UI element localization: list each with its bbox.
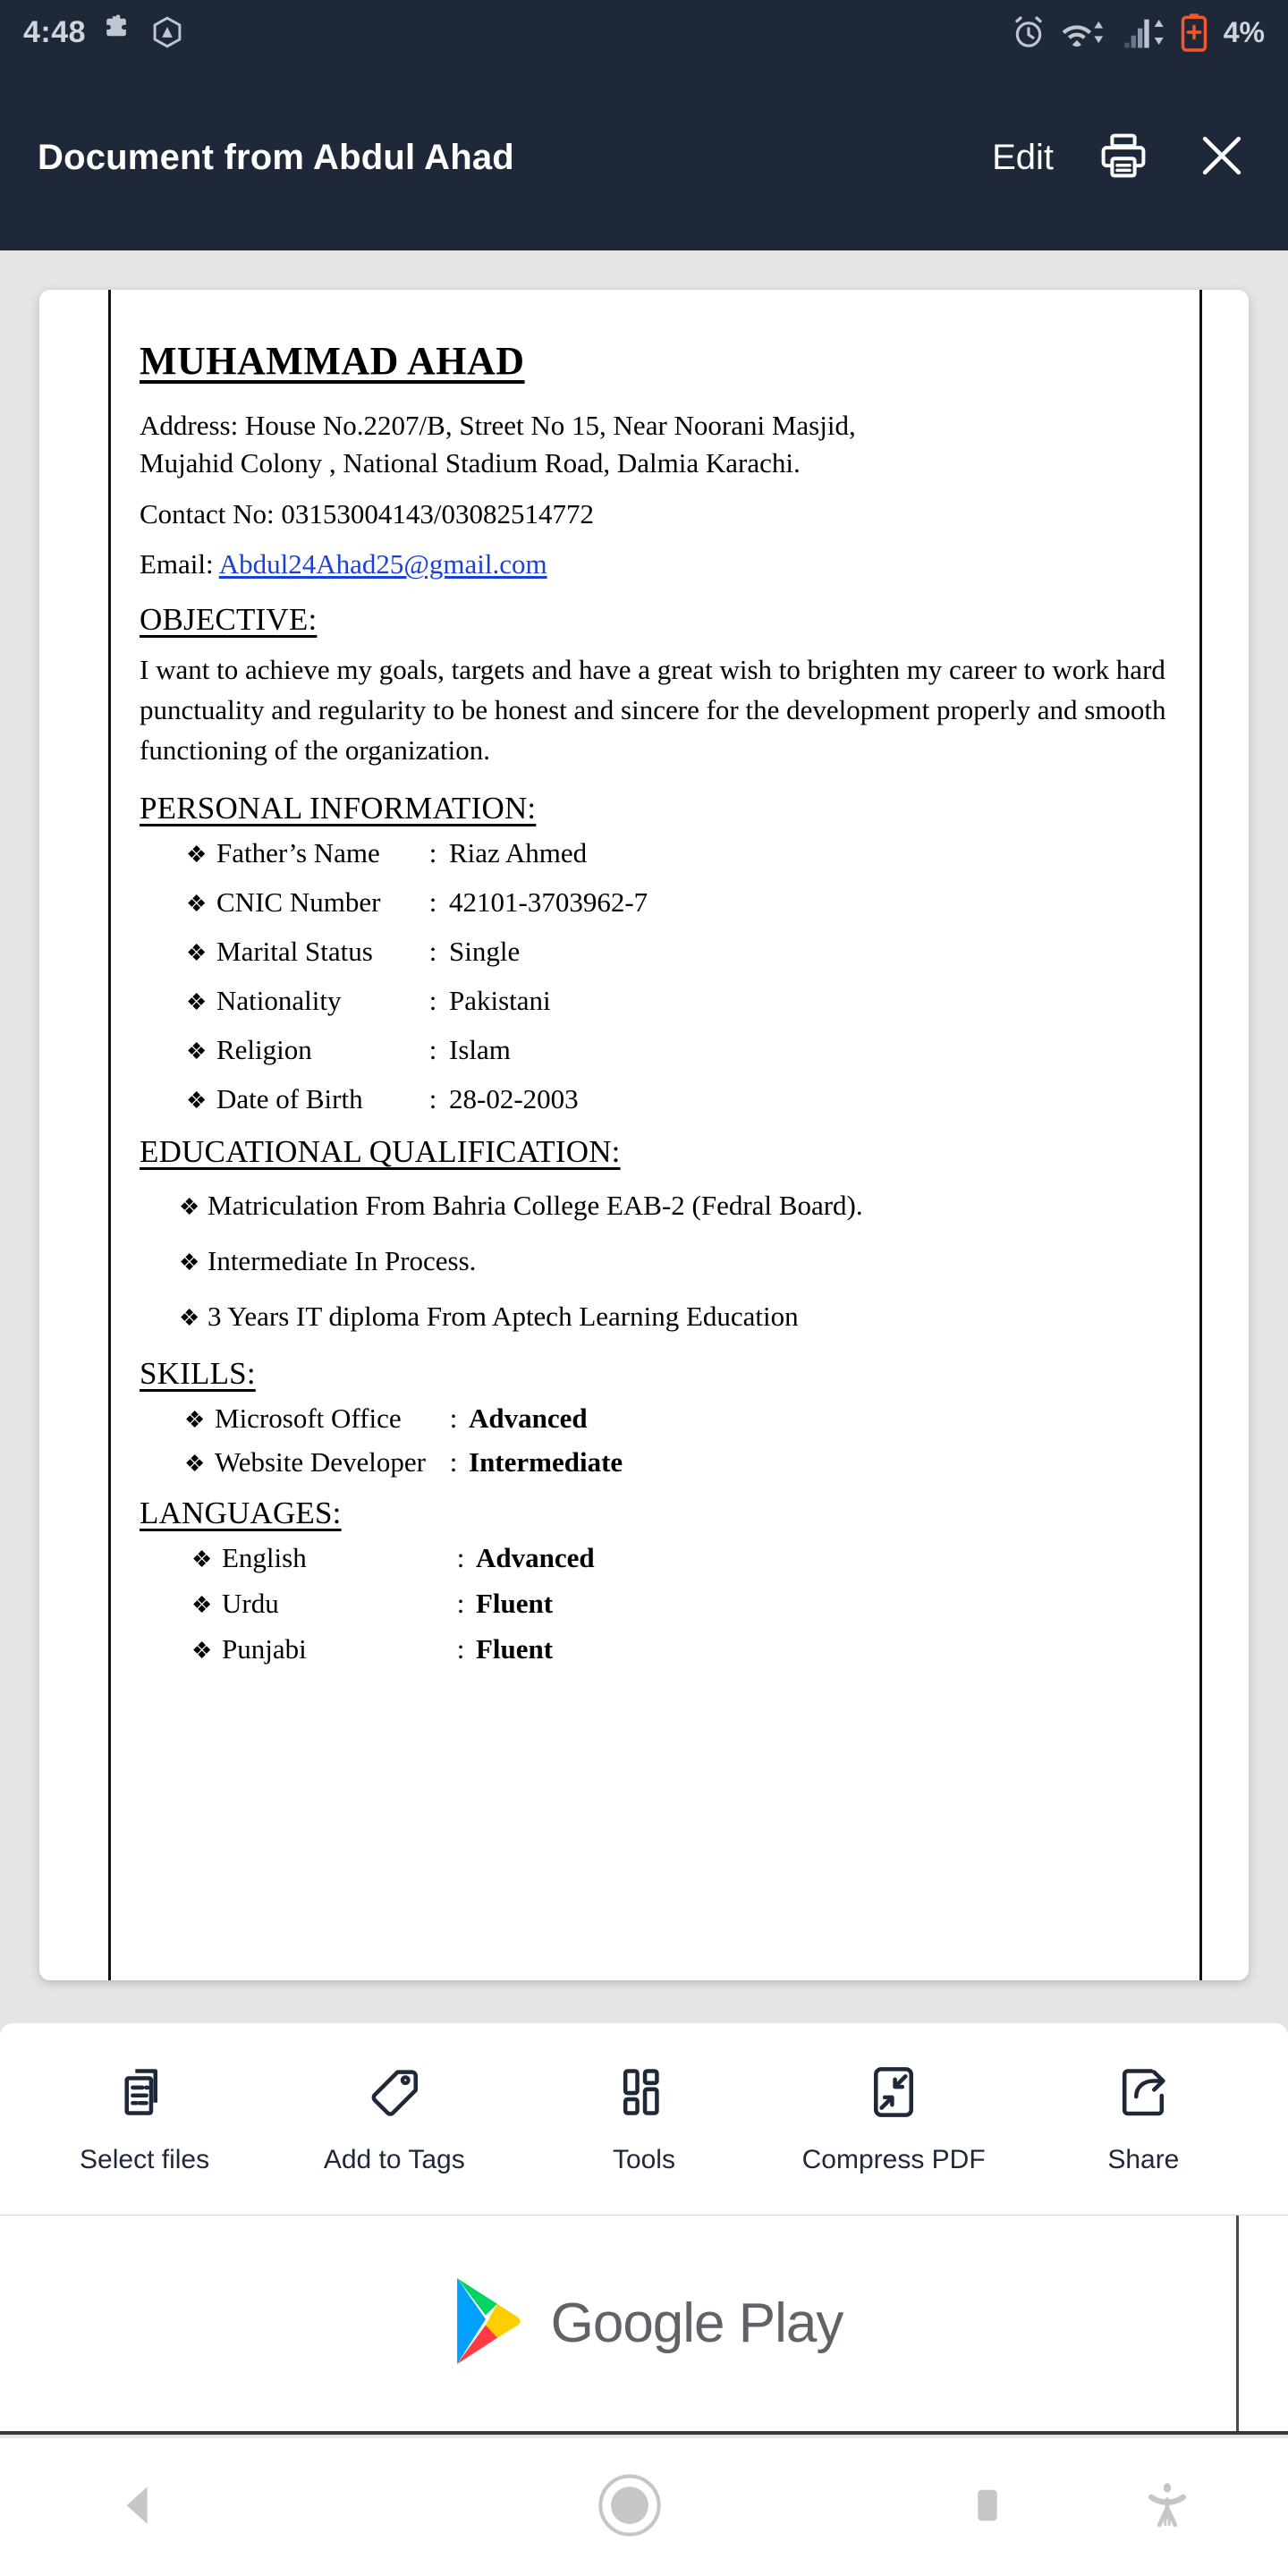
section-heading-personal-information: PERSONAL INFORMATION: [140, 790, 537, 826]
field-label: Father’s Name [216, 836, 380, 869]
section-heading-objective: OBJECTIVE: [140, 601, 318, 637]
app-header [0, 64, 1288, 250]
resume-name: MUHAMMAD AHAD [140, 339, 525, 383]
resume-address-line-2: Mujahid Colony , National Stadium Road, Dalmia Karachi. [140, 447, 801, 479]
field-label: CNIC Number [216, 886, 381, 918]
bullet-icon: ❖ [191, 1546, 213, 1572]
resume-email-row [140, 546, 1167, 583]
list-item [140, 1632, 1167, 1665]
tool-label: Compress PDF [801, 2144, 986, 2174]
edit-button[interactable]: Edit [992, 137, 1054, 177]
header-actions [992, 129, 1250, 186]
adguard-icon [150, 14, 184, 50]
google-play-ad[interactable] [445, 2274, 843, 2373]
field-value: Pakistani [449, 984, 551, 1016]
bullet-icon: ❖ [179, 1249, 200, 1275]
list-item [140, 1245, 1167, 1277]
bottom-toolbar [0, 2023, 1288, 2215]
page-margin-rule-right [1199, 290, 1202, 1980]
education-item-text: Intermediate In Process. [208, 1244, 477, 1276]
list-item [140, 1190, 1167, 1222]
field-separator: : [449, 1402, 458, 1434]
bullet-icon: ❖ [186, 939, 208, 966]
status-bar-left [23, 14, 184, 50]
add-to-tags-button[interactable] [283, 2063, 506, 2175]
bullet-icon: ❖ [186, 1038, 208, 1064]
field-separator: : [456, 1632, 465, 1665]
nav-home-button[interactable] [596, 2471, 664, 2544]
field-label: Urdu [222, 1587, 279, 1619]
document-page[interactable] [39, 290, 1249, 1980]
share-icon [1114, 2063, 1172, 2125]
education-list [140, 1190, 1167, 1333]
bullet-icon: ❖ [179, 1193, 200, 1220]
bullet-icon: ❖ [186, 890, 208, 917]
bullet-icon: ❖ [179, 1304, 200, 1331]
bullet-icon: ❖ [191, 1637, 213, 1664]
compress-pdf-button[interactable] [782, 2063, 1005, 2175]
battery-icon [1181, 13, 1208, 52]
google-play-label: Google Play [550, 2292, 843, 2354]
list-item [140, 888, 1167, 916]
status-bar [0, 0, 1288, 64]
battery-percent: 4% [1223, 15, 1265, 48]
nav-recents-button[interactable] [962, 2480, 1013, 2535]
skills-list [140, 1404, 1167, 1476]
education-item-text: Matriculation From Bahria College EAB-2 (Fedral Board). [208, 1189, 863, 1221]
resume-address-line-1: Address: House No.2207/B, Street No 15, Near Noorani Masjid, [140, 410, 856, 441]
field-separator: : [428, 836, 437, 869]
list-item [140, 1445, 1167, 1478]
list-item [140, 836, 1167, 869]
documents-stack-icon [116, 2063, 174, 2125]
field-value: Fluent [476, 1587, 554, 1619]
tools-blocks-icon [615, 2063, 673, 2125]
list-item [140, 1404, 1167, 1432]
status-time: 4:48 [23, 14, 87, 49]
field-separator: : [456, 1587, 465, 1619]
tool-label: Share [1107, 2144, 1180, 2174]
field-label: Punjabi [222, 1632, 307, 1665]
field-separator: : [428, 1033, 437, 1065]
cellular-signal-icon [1122, 14, 1166, 50]
list-item [140, 937, 1167, 965]
printer-icon [1098, 131, 1148, 185]
objective-text: I want to achieve my goals, targets and have a great wish to brighten my career to work hard punctuality and regularity to be honest and sincere for the development properly and smooth functioning of the organization. [140, 653, 1166, 766]
field-label: English [222, 1541, 307, 1573]
field-value: 42101-3703962-7 [449, 886, 648, 918]
back-triangle-icon [113, 2479, 165, 2536]
resume-email-label: Email: [140, 548, 214, 580]
education-item-text: 3 Years IT diploma From Aptech Learning Education [208, 1300, 799, 1332]
tool-label: Add to Tags [323, 2144, 465, 2174]
languages-list [140, 1541, 1167, 1665]
field-separator: : [449, 1445, 458, 1478]
list-item [140, 1033, 1167, 1065]
section-heading-languages: LANGUAGES: [140, 1495, 342, 1530]
bullet-icon: ❖ [186, 1087, 208, 1114]
tool-label: Select files [80, 2144, 210, 2174]
document-content [111, 290, 1198, 1980]
field-value: Intermediate [469, 1445, 623, 1478]
field-label: Date of Birth [216, 1082, 363, 1114]
select-files-button[interactable] [33, 2063, 257, 2175]
print-button[interactable] [1095, 129, 1152, 186]
close-button[interactable] [1193, 129, 1250, 186]
list-item [140, 1301, 1167, 1333]
field-label: Religion [216, 1033, 312, 1065]
list-item [140, 1541, 1167, 1573]
bullet-icon: ❖ [184, 1450, 206, 1477]
home-circle-icon [596, 2471, 664, 2544]
alarm-icon [1011, 14, 1046, 50]
field-separator: : [428, 1082, 437, 1114]
accessibility-icon [1141, 2479, 1193, 2536]
wifi-icon [1061, 14, 1107, 50]
tag-icon [366, 2063, 423, 2125]
share-button[interactable] [1031, 2063, 1255, 2175]
close-icon [1196, 130, 1248, 186]
recents-square-icon [962, 2480, 1013, 2535]
puzzle-icon [102, 14, 134, 50]
field-separator: : [428, 886, 437, 918]
personal-information-list [140, 836, 1167, 1114]
bullet-icon: ❖ [191, 1591, 213, 1618]
field-separator: : [456, 1541, 465, 1573]
field-value: Advanced [469, 1402, 588, 1434]
field-value: Islam [449, 1033, 511, 1065]
tools-button[interactable] [532, 2063, 756, 2175]
bullet-icon: ❖ [186, 988, 208, 1015]
field-label: Nationality [216, 984, 342, 1016]
field-value: 28-02-2003 [449, 1082, 579, 1114]
section-heading-skills: SKILLS: [140, 1355, 256, 1391]
field-value: Fluent [476, 1632, 554, 1665]
resume-email-link[interactable]: Abdul24Ahad25@gmail.com [218, 548, 547, 580]
android-nav-bar [0, 2438, 1288, 2576]
ad-divider [1236, 2216, 1239, 2431]
resume-contact: Contact No: 03153004143/03082514772 [140, 497, 595, 530]
bullet-icon: ❖ [186, 841, 208, 868]
list-item [140, 984, 1167, 1016]
document-viewport[interactable] [0, 250, 1288, 2023]
advertisement-banner[interactable] [0, 2215, 1288, 2435]
field-value: Single [449, 935, 521, 967]
page-title: Document from Abdul Ahad [38, 137, 514, 177]
field-label: Microsoft Office [215, 1402, 402, 1434]
google-play-icon [445, 2274, 531, 2373]
bullet-icon: ❖ [184, 1406, 206, 1433]
tool-label: Tools [612, 2144, 675, 2174]
list-item [140, 1589, 1167, 1617]
field-value: Advanced [476, 1541, 595, 1573]
status-bar-right [1011, 13, 1265, 52]
nav-accessibility-button[interactable] [1141, 2479, 1193, 2536]
field-label: Marital Status [216, 935, 373, 967]
field-separator: : [428, 984, 437, 1016]
list-item [140, 1082, 1167, 1114]
nav-back-button[interactable] [113, 2479, 165, 2536]
field-value: Riaz Ahmed [449, 836, 588, 869]
section-heading-educational-qualification: EDUCATIONAL QUALIFICATION: [140, 1133, 621, 1169]
field-label: Website Developer [215, 1445, 426, 1478]
compress-arrows-icon [865, 2063, 922, 2125]
field-separator: : [428, 935, 437, 967]
